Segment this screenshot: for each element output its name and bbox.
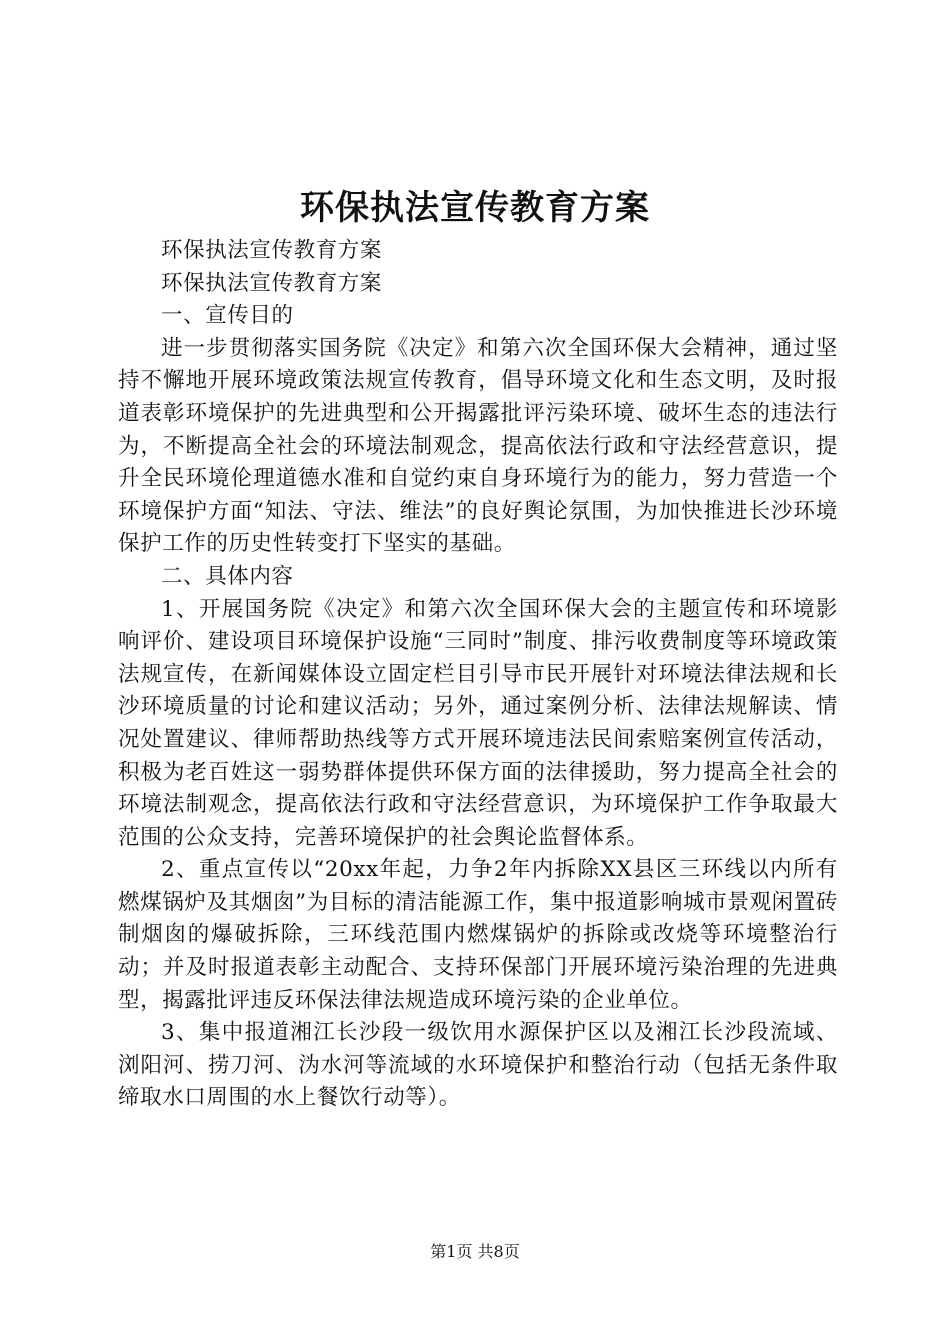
paragraph-item-1: 1、开展国务院《决定》和第六次全国环保大会的主题宣传和环境影响评价、建设项目环境保护设施“三同时”制度、排污收费制度等环境政策法规宣传，在新闻媒体设立固定栏目引导市民开展针对环境法律法规和长沙环境质量的讨论和建议活动；另外，通过案例分析、法律法规解读、情况处置建议、律师帮助热线等方式开展环境违法民间索赔案例宣传活动，积极为老百姓这一弱势群体提供环保方面的法律援助，努力提高全社会的环境法制观念，提高依法行政和守法经营意识，为环境保护工作争取最大范围的公众支持，完善环境保护的社会舆论监督体系。 <box>118 596 838 850</box>
document-title: 环保执法宣传教育方案 <box>300 188 650 228</box>
document-body <box>118 235 838 1115</box>
section-heading-content: 二、具体内容 <box>161 563 294 589</box>
paragraph-subtitle-2: 环保执法宣传教育方案 <box>161 270 383 296</box>
paragraph-item-2: 2、重点宣传以“20xx年起，力争2年内拆除XX县区三环线以内所有燃煤锅炉及其烟囱”为目标的清洁能源工作，集中报道影响城市景观闲置砖制烟囱的爆破拆除，三环线范围内燃煤锅炉的拆除或改烧等环境整治行动；并及时报道表彰主动配合、支持环保部门开展环境污染治理的先进典型，揭露批评违反环保法律法规造成环境污染的企业单位。 <box>118 857 838 1013</box>
paragraph-purpose: 进一步贯彻落实国务院《决定》和第六次全国环保大会精神，通过坚持不懈地开展环境政策法规宣传教育，倡导环境文化和生态文明，及时报道表彰环境保护的先进典型和公开揭露批评污染环境、破坏生态的违法行为，不断提高全社会的环境法制观念，提高依法行政和守法经营意识，提升全民环境伦理道德水准和自觉约束自身环境行为的能力，努力营造一个环境保护方面“知法、守法、维法”的良好舆论氛围，为加快推进长沙环境保护工作的历史性转变打下坚实的基础。 <box>118 335 838 557</box>
page-number-footer: 第1页 共8页 <box>430 1242 520 1261</box>
section-heading-purpose: 一、宣传目的 <box>161 303 294 329</box>
paragraph-subtitle-1: 环保执法宣传教育方案 <box>161 238 383 263</box>
paragraph-item-3: 3、集中报道湘江长沙段一级饮用水源保护区以及湘江长沙段流域、浏阳河、捞刀河、沩水河等流域的水环境保护和整治行动（包括无条件取缔取水口周围的水上餐饮行动等）。 <box>118 1020 838 1111</box>
